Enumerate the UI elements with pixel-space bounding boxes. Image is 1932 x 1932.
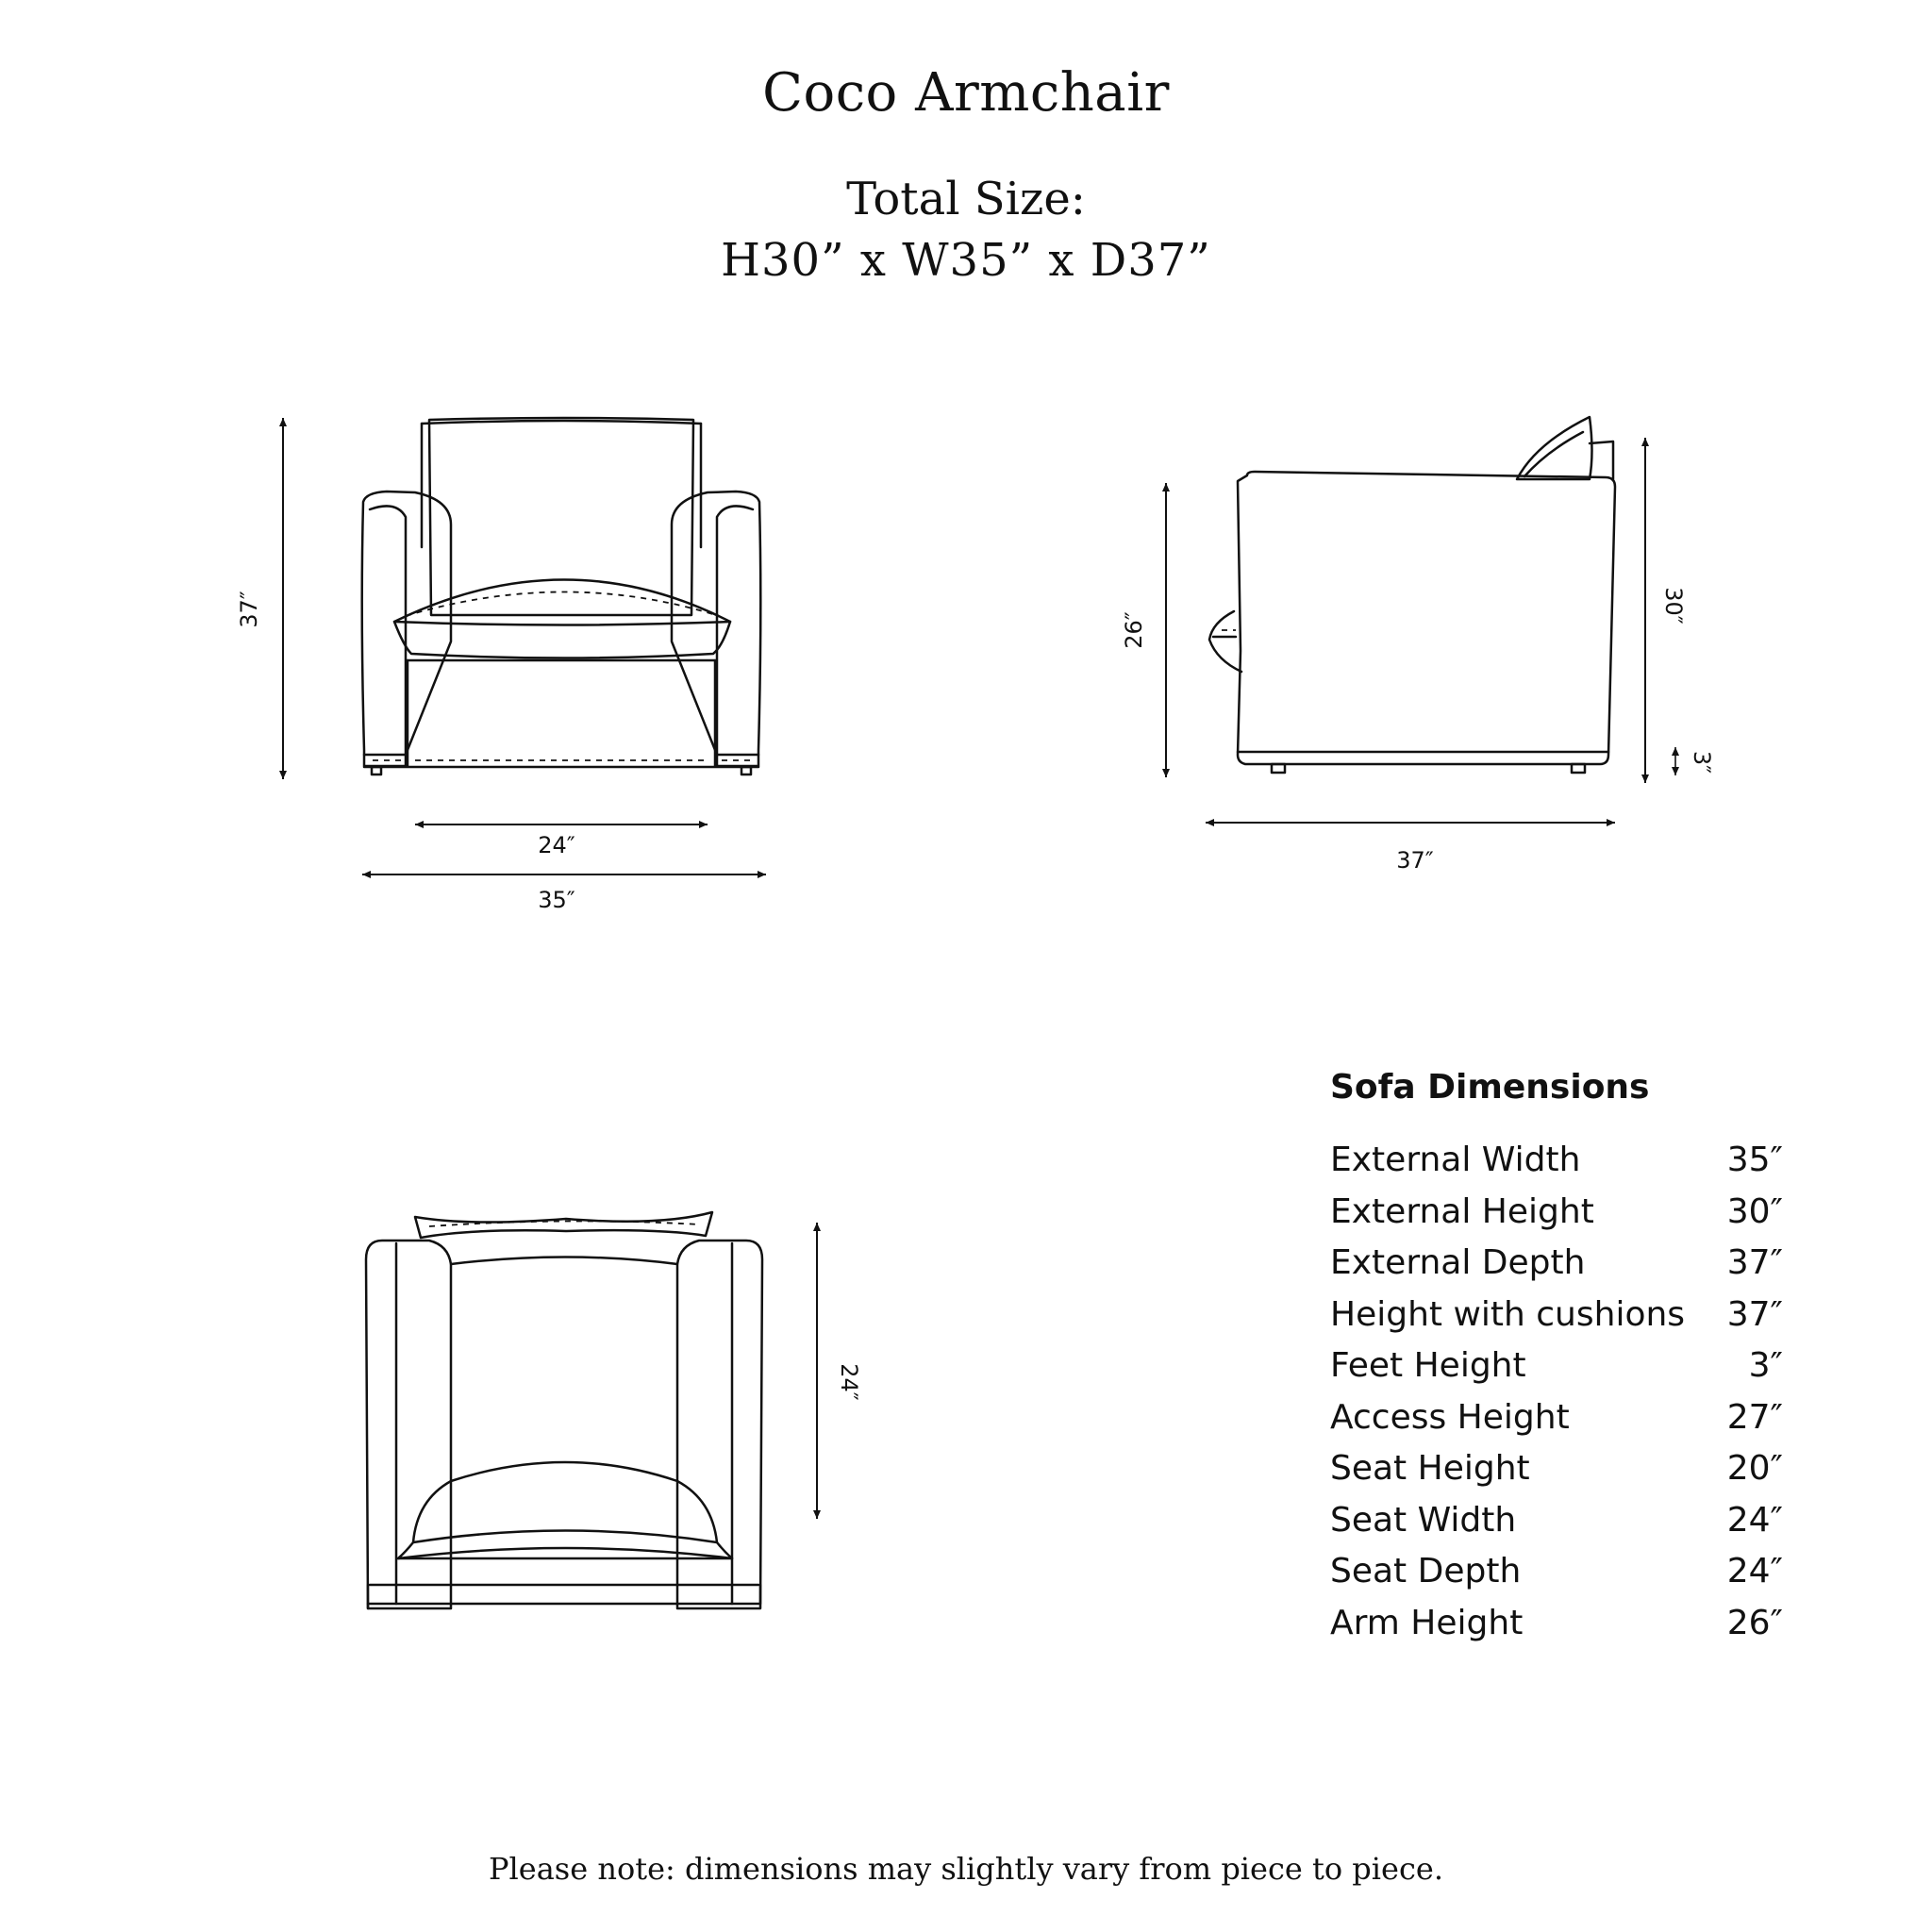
spec-value: 27″ (1726, 1397, 1783, 1437)
depth-label: 37″ (1396, 847, 1434, 874)
spec-table-title: Sofa Dimensions (1330, 1068, 1650, 1107)
total-size-label: Total Size: (846, 173, 1086, 225)
total-width-label: 35″ (538, 887, 575, 913)
spec-row (1330, 1290, 1783, 1341)
spec-row (1330, 1341, 1783, 1392)
spec-row (1330, 1238, 1783, 1290)
spec-label: Height with cushions (1330, 1294, 1686, 1334)
seat-depth-label: 24″ (836, 1363, 862, 1401)
front-view-stitching (373, 592, 750, 761)
spec-value: 30″ (1726, 1191, 1783, 1231)
side-view-chair (1209, 417, 1615, 773)
spec-row (1330, 1187, 1783, 1239)
seat-width-label: 24″ (538, 832, 575, 858)
spec-label: Feet Height (1330, 1346, 1526, 1385)
spec-label: Seat Width (1330, 1500, 1517, 1540)
spec-value: 20″ (1726, 1449, 1783, 1488)
disclaimer-note: Please note: dimensions may slightly vary from piece to piece. (489, 1851, 1443, 1887)
spec-value: 24″ (1726, 1552, 1783, 1591)
spec-value: 24″ (1726, 1500, 1783, 1540)
spec-label: External Width (1330, 1141, 1581, 1179)
spec-label: Access Height (1330, 1397, 1570, 1437)
front-view-chair (362, 418, 761, 774)
spec-row (1330, 1546, 1783, 1598)
feet-height-label: 3″ (1689, 750, 1715, 774)
total-size-value: H30” x W35” x D37” (721, 234, 1211, 287)
front-height-label: 37″ (236, 591, 262, 628)
spec-table (1330, 1068, 1783, 1649)
spec-label: External Depth (1330, 1243, 1586, 1282)
arm-height-label: 26″ (1121, 611, 1147, 649)
page-title: Coco Armchair (762, 62, 1170, 124)
spec-label: Seat Height (1330, 1449, 1530, 1488)
spec-value: 3″ (1748, 1346, 1783, 1385)
spec-value: 37″ (1726, 1243, 1783, 1282)
spec-row (1330, 1598, 1783, 1650)
total-height-label: 30″ (1660, 587, 1687, 625)
spec-row (1330, 1392, 1783, 1444)
spec-value: 26″ (1726, 1603, 1783, 1642)
spec-row (1330, 1443, 1783, 1495)
spec-label: Seat Depth (1330, 1552, 1522, 1591)
spec-value: 37″ (1726, 1294, 1783, 1334)
top-view-chair (366, 1212, 762, 1608)
spec-row (1330, 1495, 1783, 1547)
spec-label: Arm Height (1330, 1603, 1524, 1642)
spec-value: 35″ (1726, 1141, 1783, 1179)
spec-row (1330, 1135, 1783, 1187)
spec-label: External Height (1330, 1191, 1594, 1231)
